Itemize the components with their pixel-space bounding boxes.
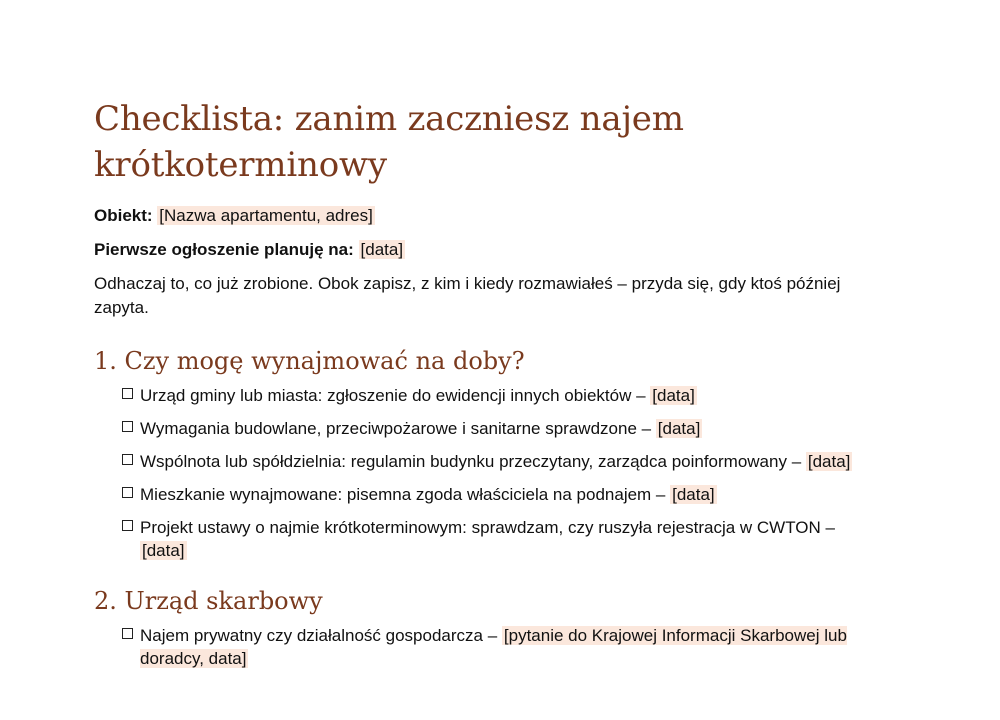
- checklist-item-text: Wymagania budowlane, przeciwpożarowe i sanitarne sprawdzone –: [140, 419, 656, 438]
- intro-paragraph: Odhaczaj to, co już zrobione. Obok zapisz, z kim i kiedy rozmawiałeś – przyda się, gdy ktoś później zapyta.: [94, 274, 841, 317]
- section-title: 1. Czy mogę wynajmować na doby?: [94, 347, 525, 375]
- first-listing-placeholder[interactable]: [data]: [360, 240, 404, 259]
- first-listing-label: Pierwsze ogłoszenie planuję na:: [94, 240, 354, 259]
- page-title: Checklista: zanim zaczniesz najem krótkoterminowy: [94, 99, 684, 185]
- tax-placeholder[interactable]: [pytanie do Krajowej Informacji Skarbowej lub doradcy, data]: [140, 626, 847, 668]
- checklist-item: [122, 450, 884, 473]
- object-placeholder[interactable]: [Nazwa apartamentu, adres]: [159, 206, 373, 225]
- checkbox[interactable]: [122, 421, 133, 432]
- checklist-section-2: [94, 624, 884, 670]
- date-placeholder[interactable]: [data]: [142, 541, 185, 560]
- section-title: 2. Urząd skarbowy: [94, 587, 323, 615]
- checklist-item-text: Mieszkanie wynajmowane: pisemna zgoda właściciela na podnajem –: [140, 485, 671, 504]
- date-placeholder[interactable]: [data]: [807, 452, 851, 471]
- checklist-item-text: Wspólnota lub spółdzielnia: regulamin budynku przeczytany, zarządca poinformowany –: [140, 452, 806, 471]
- checklist-item: [122, 624, 884, 670]
- checklist-section-1: [94, 384, 884, 562]
- date-placeholder[interactable]: [data]: [657, 419, 701, 438]
- document-page: [94, 96, 884, 694]
- checkbox[interactable]: [122, 388, 133, 399]
- checklist-item-text: Urząd gminy lub miasta: zgłoszenie do ewidencji innych obiektów –: [140, 386, 651, 405]
- checklist-item: [122, 483, 884, 506]
- checklist-item: [122, 516, 884, 562]
- checkbox[interactable]: [122, 454, 133, 465]
- checklist-item: [122, 417, 884, 440]
- checkbox[interactable]: [122, 487, 133, 498]
- checklist-item: [122, 384, 884, 407]
- checklist-item-text: Najem prywatny czy działalność gospodarcza –: [140, 626, 502, 645]
- object-line: [94, 204, 884, 227]
- first-listing-line: [94, 238, 884, 261]
- date-placeholder[interactable]: [data]: [652, 386, 695, 405]
- object-label: Obiekt:: [94, 206, 153, 225]
- date-placeholder[interactable]: [data]: [672, 485, 715, 504]
- checkbox[interactable]: [122, 628, 133, 639]
- checklist-item-text: Projekt ustawy o najmie krótkoterminowym: sprawdzam, czy ruszyła rejestracja w CWTON –: [140, 518, 835, 537]
- checkbox[interactable]: [122, 520, 133, 531]
